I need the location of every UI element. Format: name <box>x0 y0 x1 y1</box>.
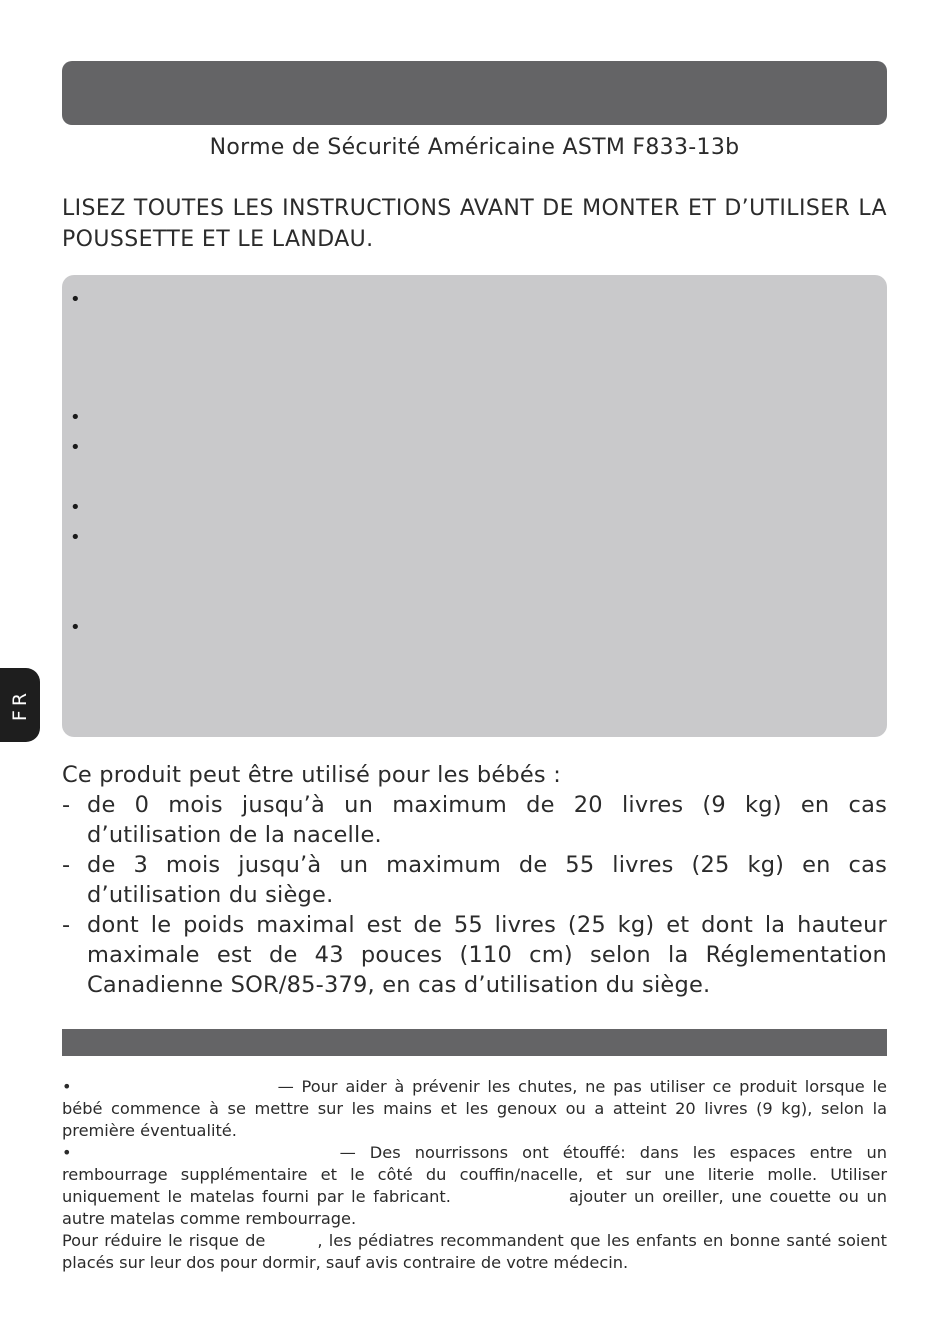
usage-item-text: dont le poids maximal est de 55 livres (25 kg) et dont la hauteur maximale est de 43 pouces (110 cm) selon la Réglementation Canadienne SOR/85-379, en cas d’utilisation du siège. <box>87 912 887 998</box>
warning-bullet: • <box>70 407 81 428</box>
fine-paragraph <box>62 1076 887 1142</box>
fine-bullet: • <box>62 1077 72 1096</box>
sids-text-end: , les pédiatres recommandent que les enfants en bonne santé soient placés sur leur dos pour dormir, sauf avis contraire de votre médecin. <box>62 1231 887 1272</box>
warning-bullet: • <box>70 527 81 548</box>
language-tab <box>0 668 40 742</box>
suffocation-hazard-text-cont: ajouter un oreiller, une couette ou un autre matelas comme rembourrage. <box>62 1187 887 1228</box>
warning-bullet: • <box>70 437 81 458</box>
list-dash: - <box>62 912 71 938</box>
usage-item-text: de 3 mois jusqu’à un maximum de 55 livres (25 kg) en cas d’utilisation du siège. <box>87 852 887 908</box>
warning-box <box>62 275 887 737</box>
usage-section <box>62 760 887 1000</box>
usage-list <box>62 790 887 1000</box>
warning-bullet: • <box>70 617 81 638</box>
warning-bullet: • <box>70 497 81 518</box>
list-dash: - <box>62 852 71 878</box>
read-all-instructions: LISEZ TOUTES LES INSTRUCTIONS AVANT DE MONTER ET D’UTILISER LA POUSSETTE ET LE LANDAU. <box>62 196 887 252</box>
section-header-bar <box>62 61 887 125</box>
list-item <box>62 790 887 850</box>
fine-bullet: • <box>62 1143 72 1162</box>
list-item <box>62 910 887 1000</box>
fine-paragraph <box>62 1142 887 1230</box>
language-tab-label: FR <box>9 688 31 722</box>
list-dash: - <box>62 792 71 818</box>
usage-item-text: de 0 mois jusqu’à un maximum de 20 livres (9 kg) en cas d’utilisation de la nacelle. <box>87 792 887 848</box>
safety-standard-line: Norme de Sécurité Américaine ASTM F833-13b <box>209 135 740 160</box>
fall-hazard-text: — Pour aider à prévenir les chutes, ne pas utiliser ce produit lorsque le bébé commence à se mettre sur les mains et les genoux ou a atteint 20 livres (9 kg), selon la première éventualité. <box>62 1077 887 1140</box>
sids-text-start: Pour réduire le risque de <box>62 1231 266 1250</box>
usage-intro: Ce produit peut être utilisé pour les bébés : <box>62 762 561 788</box>
fine-print <box>62 1076 887 1274</box>
list-item <box>62 850 887 910</box>
fine-paragraph <box>62 1230 887 1274</box>
section-header-bar <box>62 1029 887 1056</box>
suffocation-hazard-text: — Des nourrissons ont étouffé: dans les espaces entre un rembourrage supplémentaire et le côté du couffin/nacelle, et sur une literie molle. Utiliser uniquement le matelas fourni par le fabricant. <box>62 1143 887 1206</box>
warning-bullet: • <box>70 289 81 310</box>
